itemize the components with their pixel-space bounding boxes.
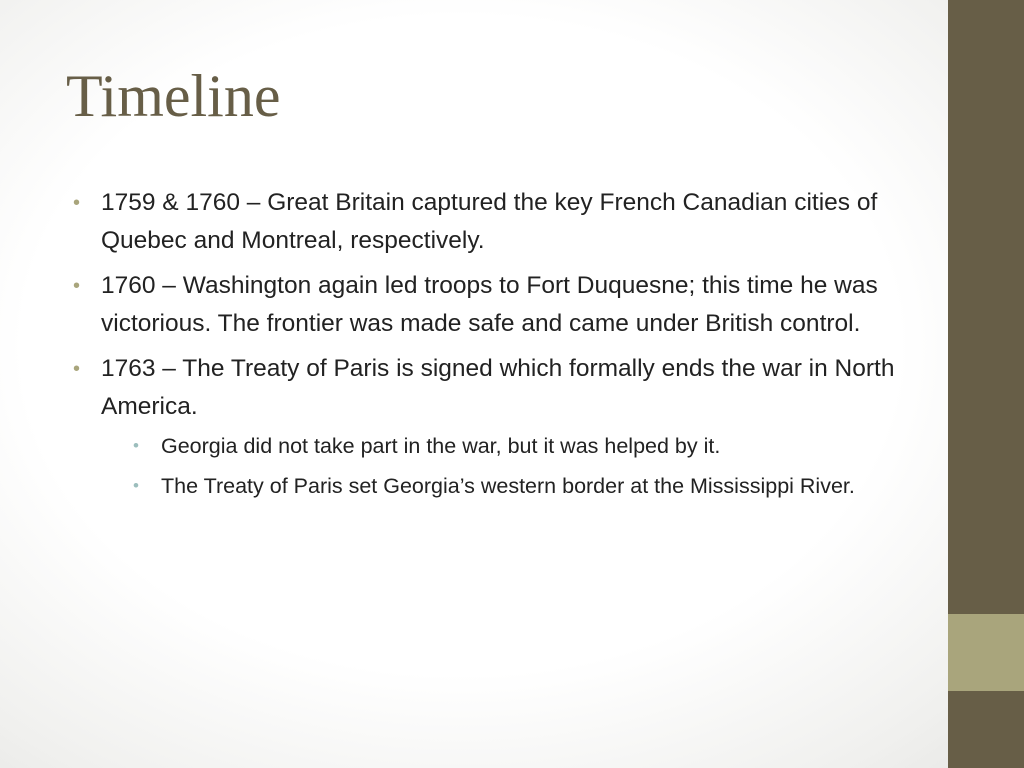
bullet-item (73, 350, 903, 503)
bullet-item (73, 267, 903, 343)
sidebar-accent-decoration (948, 614, 1024, 691)
bullet-icon: • (73, 275, 81, 297)
slide-title: Timeline (66, 63, 281, 129)
bullet-item (73, 184, 903, 260)
bullet-list (73, 184, 903, 503)
bullet-text: 1759 & 1760 – Great Britain captured the key French Canadian cities of Quebec and Montreal, respectively. (101, 189, 878, 254)
bullet-icon: • (73, 358, 81, 380)
bullet-icon: • (73, 192, 81, 214)
bullet-text: 1760 – Washington again led troops to Fort Duquesne; this time he was victorious. The frontier was made safe and came under British control. (101, 272, 878, 337)
sub-bullet-text: Georgia did not take part in the war, but it was helped by it. (161, 434, 721, 458)
sub-bullet-icon: • (133, 476, 139, 495)
sub-bullet-icon: • (133, 436, 139, 455)
sub-bullet-text: The Treaty of Paris set Georgia’s western border at the Mississippi River. (161, 474, 855, 498)
sub-bullet-item (133, 469, 903, 503)
sub-bullet-item (133, 429, 903, 463)
bullet-text: 1763 – The Treaty of Paris is signed which formally ends the war in North America. (101, 355, 895, 420)
slide-content (73, 184, 903, 510)
sub-bullet-list (101, 429, 903, 503)
